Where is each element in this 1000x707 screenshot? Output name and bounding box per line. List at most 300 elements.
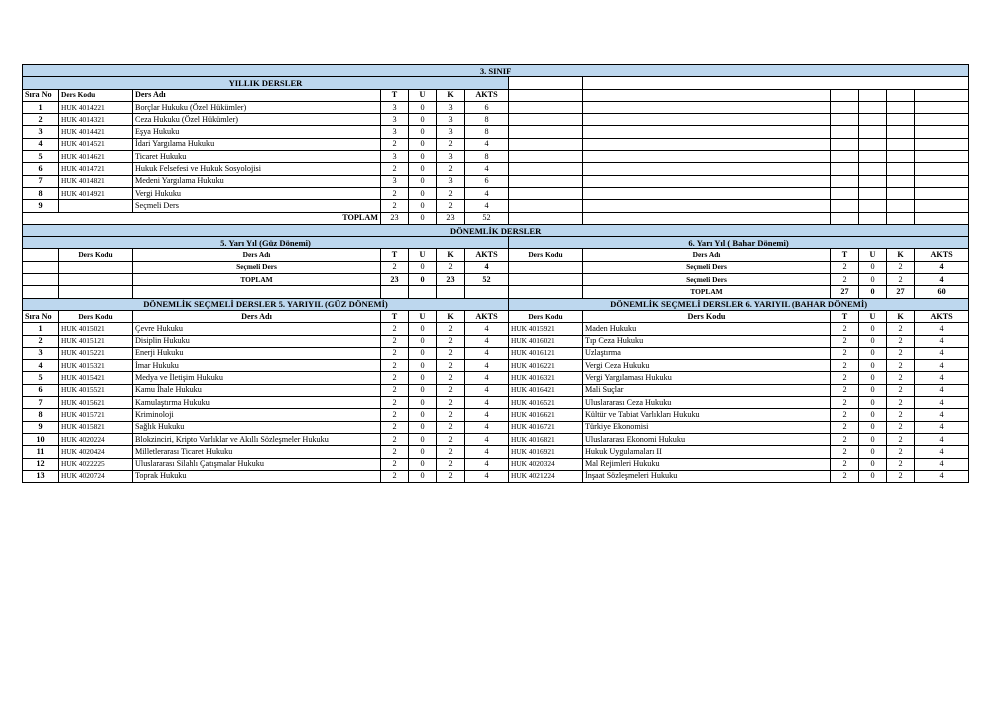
spring-elective-t: 2	[831, 261, 859, 273]
row-number: 9	[23, 200, 59, 212]
fall-total-t: 23	[381, 274, 409, 286]
empty-cell	[915, 212, 969, 224]
fall-course-akts: 4	[465, 446, 509, 458]
empty-cell	[583, 101, 831, 113]
empty-cell	[381, 286, 409, 298]
empty-cell	[509, 101, 583, 113]
table-row	[23, 101, 969, 113]
yearly-header-row	[23, 89, 969, 101]
row-number: 10	[23, 433, 59, 445]
empty-cell	[59, 261, 133, 273]
course-code: HUK 4014521	[59, 138, 133, 150]
fall-course-k: 2	[437, 433, 465, 445]
col-ders-kodu: Ders Kodu	[59, 249, 133, 261]
spring-course-akts: 4	[915, 335, 969, 347]
semester-row	[23, 261, 969, 273]
row-number: 1	[23, 101, 59, 113]
spring-total-u: 0	[859, 286, 887, 298]
spring-course-t: 2	[831, 470, 859, 482]
col-u: U	[859, 249, 887, 261]
row-number: 8	[23, 409, 59, 421]
spring-course-name: Mali Suçlar	[583, 384, 831, 396]
empty-cell	[859, 187, 887, 199]
col-sira-no: Sıra No	[23, 89, 59, 101]
semester-title-row	[23, 224, 969, 236]
fall-course-code: HUK 4022225	[59, 458, 133, 470]
row-number: 7	[23, 175, 59, 187]
spring-course-u: 0	[859, 433, 887, 445]
fall-course-k: 2	[437, 360, 465, 372]
col-akts: AKTS	[915, 310, 969, 322]
spring-course-code: HUK 4015921	[509, 323, 583, 335]
spring-course-k: 2	[887, 421, 915, 433]
course-akts: 8	[465, 114, 509, 126]
fall-course-akts: 4	[465, 409, 509, 421]
spring-course-t: 2	[831, 421, 859, 433]
spring-course-akts: 4	[915, 372, 969, 384]
col-t: T	[831, 310, 859, 322]
spring-course-akts: 4	[915, 323, 969, 335]
empty-cell	[583, 77, 969, 89]
fall-course-name: Toprak Hukuku	[133, 470, 381, 482]
spring-course-code: HUK 4016621	[509, 409, 583, 421]
empty-cell	[915, 114, 969, 126]
col-ders-adi: Ders Adı	[133, 249, 381, 261]
fall-elective-t: 2	[381, 261, 409, 273]
spring-course-code: HUK 4016321	[509, 372, 583, 384]
spring-elective-akts: 4	[915, 274, 969, 286]
fall-course-u: 0	[409, 409, 437, 421]
fall-course-k: 2	[437, 323, 465, 335]
fall-course-name: Kamulaştırma Hukuku	[133, 397, 381, 409]
spring-course-k: 2	[887, 347, 915, 359]
empty-cell	[915, 200, 969, 212]
empty-cell	[23, 274, 59, 286]
table-row	[23, 200, 969, 212]
table-row	[23, 421, 969, 433]
fall-course-name: Sağlık Hukuku	[133, 421, 381, 433]
empty-cell	[583, 89, 831, 101]
spring-total-label: TOPLAM	[583, 286, 831, 298]
fall-elective-name: Seçmeli Ders	[133, 261, 381, 273]
spring-course-u: 0	[859, 384, 887, 396]
spring-course-akts: 4	[915, 360, 969, 372]
fall-course-k: 2	[437, 335, 465, 347]
fall-elective-akts: 4	[465, 261, 509, 273]
fall-course-code: HUK 4015521	[59, 384, 133, 396]
empty-cell	[583, 138, 831, 150]
fall-course-name: Kamu İhale Hukuku	[133, 384, 381, 396]
spring-elective-u: 0	[859, 261, 887, 273]
course-code: HUK 4014321	[59, 114, 133, 126]
empty-cell	[915, 175, 969, 187]
course-name: Seçmeli Ders	[133, 200, 381, 212]
spring-course-t: 2	[831, 397, 859, 409]
col-t: T	[381, 310, 409, 322]
fall-course-k: 2	[437, 470, 465, 482]
fall-course-u: 0	[409, 470, 437, 482]
spring-course-code: HUK 4016121	[509, 347, 583, 359]
spring-course-code: HUK 4016721	[509, 421, 583, 433]
yearly-title: YILLIK DERSLER	[23, 77, 509, 89]
spring-course-akts: 4	[915, 446, 969, 458]
table-row	[23, 458, 969, 470]
row-number: 2	[23, 335, 59, 347]
course-u: 0	[409, 114, 437, 126]
total-t: 23	[381, 212, 409, 224]
course-k: 3	[437, 114, 465, 126]
spring-course-name: Vergi Ceza Hukuku	[583, 360, 831, 372]
spring-course-akts: 4	[915, 470, 969, 482]
fall-course-k: 2	[437, 409, 465, 421]
spring-course-u: 0	[859, 323, 887, 335]
col-akts: AKTS	[465, 310, 509, 322]
spring-course-k: 2	[887, 458, 915, 470]
course-t: 2	[381, 163, 409, 175]
empty-cell	[583, 126, 831, 138]
empty-cell	[859, 200, 887, 212]
fall-course-akts: 4	[465, 397, 509, 409]
row-number: 3	[23, 347, 59, 359]
col-k: K	[437, 249, 465, 261]
spring-course-k: 2	[887, 409, 915, 421]
spring-course-name: Tıp Ceza Hukuku	[583, 335, 831, 347]
spring-course-t: 2	[831, 360, 859, 372]
empty-cell	[583, 114, 831, 126]
course-t: 3	[381, 126, 409, 138]
col-k: K	[887, 310, 915, 322]
spring-course-code: HUK 4016921	[509, 446, 583, 458]
empty-cell	[831, 114, 859, 126]
fall-course-u: 0	[409, 347, 437, 359]
spring-course-t: 2	[831, 409, 859, 421]
spring-course-code: HUK 4021224	[509, 470, 583, 482]
row-number: 8	[23, 187, 59, 199]
fall-elective-u: 0	[409, 261, 437, 273]
empty-cell	[133, 286, 381, 298]
elective-header-row	[23, 310, 969, 322]
col-ders-kodu: Ders Kodu	[59, 89, 133, 101]
course-k: 3	[437, 151, 465, 163]
course-t: 3	[381, 114, 409, 126]
course-k: 3	[437, 126, 465, 138]
empty-cell	[583, 163, 831, 175]
col-k: K	[437, 310, 465, 322]
col-ders-kodu: Ders Kodu	[59, 310, 133, 322]
row-number: 5	[23, 151, 59, 163]
course-akts: 8	[465, 126, 509, 138]
course-t: 3	[381, 175, 409, 187]
spring-course-u: 0	[859, 421, 887, 433]
col-ders-adi: Ders Adı	[133, 89, 381, 101]
course-t: 3	[381, 151, 409, 163]
fall-course-t: 2	[381, 372, 409, 384]
empty-cell	[831, 126, 859, 138]
col-ders-kodu: Ders Kodu	[509, 249, 583, 261]
empty-cell	[509, 200, 583, 212]
spring-course-name: Türkiye Ekonomisi	[583, 421, 831, 433]
spring-course-u: 0	[859, 470, 887, 482]
spring-course-t: 2	[831, 384, 859, 396]
empty-cell	[887, 138, 915, 150]
spring-course-name: Hukuk Uygulamaları II	[583, 446, 831, 458]
empty-cell	[583, 212, 831, 224]
fall-course-k: 2	[437, 372, 465, 384]
course-k: 3	[437, 175, 465, 187]
course-u: 0	[409, 138, 437, 150]
fall-course-code: HUK 4020424	[59, 446, 133, 458]
table-row	[23, 163, 969, 175]
spring-title: 6. Yarı Yıl ( Bahar Dönemi)	[509, 237, 969, 249]
total-label: TOPLAM	[23, 212, 381, 224]
fall-course-name: Uluslararası Silahlı Çatışmalar Hukuku	[133, 458, 381, 470]
spring-course-t: 2	[831, 335, 859, 347]
empty-cell	[859, 89, 887, 101]
row-number: 7	[23, 397, 59, 409]
table-row	[23, 138, 969, 150]
course-akts: 4	[465, 200, 509, 212]
empty-cell	[887, 101, 915, 113]
fall-course-name: Blokzinciri, Kripto Varlıklar ve Akıllı Sözleşmeler Hukuku	[133, 433, 381, 445]
course-code: HUK 4014821	[59, 175, 133, 187]
course-akts: 6	[465, 101, 509, 113]
spring-course-akts: 4	[915, 433, 969, 445]
fall-total-k: 23	[437, 274, 465, 286]
spring-elective-u: 0	[859, 274, 887, 286]
course-u: 0	[409, 200, 437, 212]
spring-course-name: Uluslararası Ceza Hukuku	[583, 397, 831, 409]
fall-course-t: 2	[381, 433, 409, 445]
spring-course-k: 2	[887, 446, 915, 458]
course-name: Medeni Yargılama Hukuku	[133, 175, 381, 187]
spring-course-u: 0	[859, 372, 887, 384]
empty-cell	[859, 101, 887, 113]
fall-course-u: 0	[409, 433, 437, 445]
empty-cell	[583, 200, 831, 212]
empty-cell	[437, 286, 465, 298]
course-u: 0	[409, 101, 437, 113]
fall-course-k: 2	[437, 347, 465, 359]
fall-course-name: Enerji Hukuku	[133, 347, 381, 359]
fall-total-akts: 52	[465, 274, 509, 286]
empty-cell	[509, 77, 583, 89]
fall-course-u: 0	[409, 421, 437, 433]
table-row	[23, 347, 969, 359]
fall-course-code: HUK 4015321	[59, 360, 133, 372]
spring-course-name: İnşaat Sözleşmeleri Hukuku	[583, 470, 831, 482]
course-akts: 8	[465, 151, 509, 163]
col-ders-kodu-spring: Ders Kodu	[583, 310, 831, 322]
spring-course-akts: 4	[915, 458, 969, 470]
semester-title: DÖNEMLİK DERSLER	[23, 224, 969, 236]
empty-cell	[59, 274, 133, 286]
course-name: Ticaret Hukuku	[133, 151, 381, 163]
col-t: T	[381, 89, 409, 101]
empty-cell	[887, 126, 915, 138]
course-akts: 4	[465, 138, 509, 150]
table-row	[23, 397, 969, 409]
empty-cell	[887, 187, 915, 199]
course-t: 2	[381, 138, 409, 150]
row-number: 3	[23, 126, 59, 138]
course-code: HUK 4014721	[59, 163, 133, 175]
spring-course-t: 2	[831, 372, 859, 384]
table-row	[23, 372, 969, 384]
col-ders-adi: Ders Adı	[583, 249, 831, 261]
empty-cell	[409, 286, 437, 298]
spring-total-t: 27	[831, 286, 859, 298]
course-t: 2	[381, 200, 409, 212]
empty-cell	[831, 200, 859, 212]
fall-course-code: HUK 4015621	[59, 397, 133, 409]
row-number: 9	[23, 421, 59, 433]
course-code: HUK 4014921	[59, 187, 133, 199]
spring-course-name: Uluslararası Ekonomi Hukuku	[583, 433, 831, 445]
spring-course-name: Kültür ve Tabiat Varlıkları Hukuku	[583, 409, 831, 421]
fall-course-u: 0	[409, 335, 437, 347]
spring-course-akts: 4	[915, 409, 969, 421]
course-name: İdari Yargılama Hukuku	[133, 138, 381, 150]
table-row	[23, 384, 969, 396]
spring-course-u: 0	[859, 347, 887, 359]
spring-elective-k: 2	[887, 274, 915, 286]
semester-header-row	[23, 249, 969, 261]
fall-total-label: TOPLAM	[133, 274, 381, 286]
spring-course-t: 2	[831, 433, 859, 445]
table-row	[23, 175, 969, 187]
row-number: 4	[23, 360, 59, 372]
elective-spring-title: DÖNEMLİK SEÇMELİ DERSLER 6. YARIYIL (BAHAR DÖNEMİ)	[509, 298, 969, 310]
empty-cell	[859, 163, 887, 175]
fall-course-code: HUK 4015421	[59, 372, 133, 384]
table-row	[23, 409, 969, 421]
spring-course-u: 0	[859, 335, 887, 347]
course-name: Vergi Hukuku	[133, 187, 381, 199]
empty-cell	[583, 151, 831, 163]
fall-course-akts: 4	[465, 470, 509, 482]
col-u: U	[859, 310, 887, 322]
empty-cell	[831, 101, 859, 113]
course-k: 2	[437, 200, 465, 212]
fall-course-name: Medya ve İletişim Hukuku	[133, 372, 381, 384]
fall-course-k: 2	[437, 446, 465, 458]
col-k: K	[437, 89, 465, 101]
spring-course-name: Vergi Yargılaması Hukuku	[583, 372, 831, 384]
empty-cell	[887, 163, 915, 175]
course-code: HUK 4014221	[59, 101, 133, 113]
spring-course-u: 0	[859, 409, 887, 421]
course-k: 3	[437, 101, 465, 113]
table-row	[23, 470, 969, 482]
course-code: HUK 4014621	[59, 151, 133, 163]
fall-course-u: 0	[409, 323, 437, 335]
fall-course-u: 0	[409, 372, 437, 384]
fall-course-name: Çevre Hukuku	[133, 323, 381, 335]
fall-course-u: 0	[409, 397, 437, 409]
table-row	[23, 433, 969, 445]
empty-cell	[509, 89, 583, 101]
course-name: Hukuk Felsefesi ve Hukuk Sosyolojisi	[133, 163, 381, 175]
spring-course-akts: 4	[915, 384, 969, 396]
fall-course-name: Disiplin Hukuku	[133, 335, 381, 347]
spring-elective-k: 2	[887, 261, 915, 273]
spring-course-code: HUK 4016021	[509, 335, 583, 347]
fall-course-akts: 4	[465, 323, 509, 335]
fall-course-code: HUK 4020724	[59, 470, 133, 482]
course-k: 2	[437, 163, 465, 175]
fall-total-u: 0	[409, 274, 437, 286]
spring-course-u: 0	[859, 397, 887, 409]
spring-elective-akts: 4	[915, 261, 969, 273]
spring-course-k: 2	[887, 360, 915, 372]
spring-course-akts: 4	[915, 397, 969, 409]
semester-subtitle-row	[23, 237, 969, 249]
empty-cell	[509, 274, 583, 286]
course-name: Ceza Hukuku (Özel Hükümler)	[133, 114, 381, 126]
table-row	[23, 360, 969, 372]
spring-course-code: HUK 4016421	[509, 384, 583, 396]
spring-course-name: Mal Rejimleri Hukuku	[583, 458, 831, 470]
fall-course-code: HUK 4015221	[59, 347, 133, 359]
empty-cell	[831, 151, 859, 163]
fall-course-k: 2	[437, 397, 465, 409]
col-akts: AKTS	[465, 89, 509, 101]
course-u: 0	[409, 126, 437, 138]
row-number: 2	[23, 114, 59, 126]
empty-cell	[509, 126, 583, 138]
curriculum-table	[22, 64, 969, 483]
empty-cell	[915, 163, 969, 175]
empty-cell	[831, 187, 859, 199]
spring-elective-name: Seçmeli Ders	[583, 261, 831, 273]
spring-elective-t: 2	[831, 274, 859, 286]
fall-course-name: Kriminoloji	[133, 409, 381, 421]
empty-cell	[509, 261, 583, 273]
empty-cell	[887, 200, 915, 212]
course-akts: 4	[465, 163, 509, 175]
table-row	[23, 114, 969, 126]
fall-course-t: 2	[381, 409, 409, 421]
fall-course-k: 2	[437, 384, 465, 396]
table-row	[23, 151, 969, 163]
empty-cell	[915, 151, 969, 163]
fall-course-t: 2	[381, 347, 409, 359]
empty-cell	[509, 151, 583, 163]
empty-cell	[509, 212, 583, 224]
empty-cell	[887, 175, 915, 187]
empty-cell	[23, 261, 59, 273]
empty-cell	[859, 175, 887, 187]
fall-course-akts: 4	[465, 433, 509, 445]
course-u: 0	[409, 151, 437, 163]
course-u: 0	[409, 187, 437, 199]
fall-course-t: 2	[381, 335, 409, 347]
row-number: 4	[23, 138, 59, 150]
course-t: 3	[381, 101, 409, 113]
semester-row	[23, 274, 969, 286]
spring-course-code: HUK 4016221	[509, 360, 583, 372]
course-u: 0	[409, 163, 437, 175]
total-akts: 52	[465, 212, 509, 224]
empty-cell	[509, 163, 583, 175]
fall-course-t: 2	[381, 384, 409, 396]
table-row	[23, 187, 969, 199]
fall-course-code: HUK 4015021	[59, 323, 133, 335]
table-row	[23, 126, 969, 138]
class-title: 3. SINIF	[23, 65, 969, 77]
empty-cell	[859, 151, 887, 163]
row-number: 5	[23, 372, 59, 384]
